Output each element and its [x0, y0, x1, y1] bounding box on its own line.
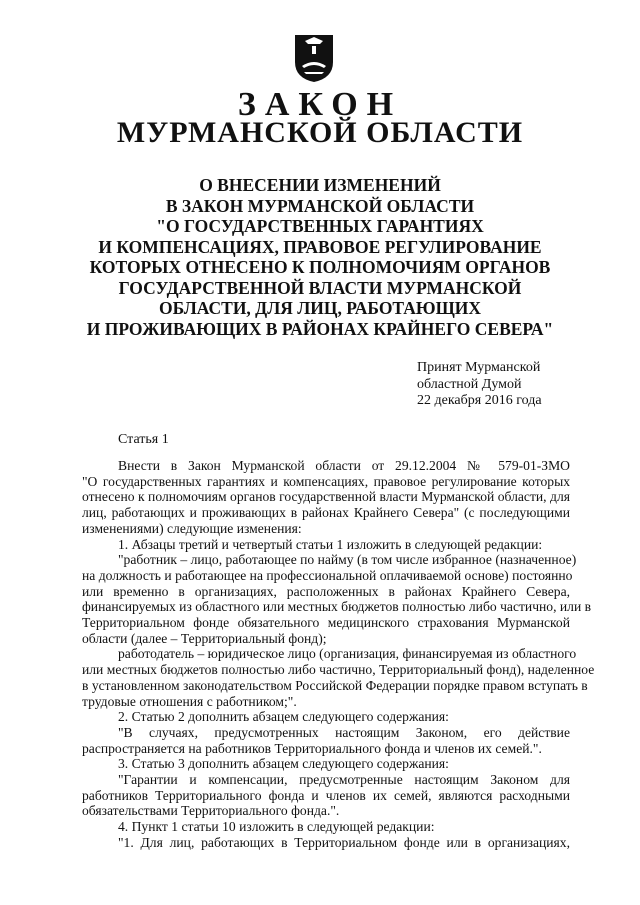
heading-line: И КОМПЕНСАЦИЯХ, ПРАВОВОЕ РЕГУЛИРОВАНИЕ — [98, 236, 542, 257]
body-line: 3. Статью 3 дополнить абзацем следующего содержания: — [118, 756, 449, 772]
body-line: работодатель – юридическое лицо (организация, финансируемая из областного — [118, 646, 577, 662]
body-line: финансируемых из областного или местных бюджетов полностью либо частично, или в — [82, 599, 592, 615]
adoption-note — [417, 360, 542, 410]
body-line: "В случаях, предусмотренных настоящим Законом, его действие — [118, 724, 570, 740]
law-title: ЗАКОН — [237, 86, 403, 123]
body-line: изменениями) следующие изменения: — [82, 520, 302, 536]
coat-of-arms-icon — [292, 32, 336, 84]
body-line: лиц, работающих и проживающих в районах Крайнего Севера" (с последующими — [82, 505, 570, 521]
heading-line: КОТОРЫХ ОТНЕСЕНО К ПОЛНОМОЧИЯМ ОРГАНОВ — [89, 257, 551, 277]
adoption-line: 22 декабря 2016 года — [417, 393, 542, 408]
body-line: в установленном законодательством Российской Федерации порядке правом вступать в — [82, 677, 588, 693]
body-line: "1. Для лиц, работающих в Территориальном фонде или в организациях, — [118, 834, 570, 850]
region-title: МУРМАНСКОЙ ОБЛАСТИ — [116, 116, 524, 149]
body-line: распространяется на работников Территориального фонда и членов их семей.". — [82, 740, 542, 756]
body-line: 1. Абзацы третий и четвертый статьи 1 изложить в следующей редакции: — [118, 536, 543, 552]
heading-line: ОБЛАСТИ, ДЛЯ ЛИЦ, РАБОТАЮЩИХ — [158, 298, 482, 318]
body-line: "О государственных гарантиях и компенсациях, правовое регулирование которых — [82, 473, 570, 489]
body-line: на должность и работающее на профессиональной оплачиваемой основе) постоянно — [82, 567, 573, 583]
body-line: отнесено к полномочиям органов государственной власти Мурманской области, для — [82, 489, 570, 505]
body-line: области (далее – Территориальный фонд); — [82, 630, 327, 646]
body-line: работников Территориального фонда и членов их семей, являются расходными — [82, 787, 570, 803]
adoption-line: Принят Мурманской — [417, 360, 541, 375]
law-heading — [60, 175, 580, 339]
heading-line: "О ГОСУДАРСТВЕННЫХ ГАРАНТИЯХ — [156, 216, 484, 236]
body-line: "работник – лицо, работающее по найму (в том числе избранное (назначенное) — [118, 552, 577, 568]
body-line: 4. Пункт 1 статьи 10 изложить в следующей редакции: — [118, 819, 435, 835]
adoption-line: областной Думой — [417, 376, 522, 392]
body-line: Территориальном фонде обязательного медицинского страхования Мурманской — [82, 615, 570, 631]
heading-line: В ЗАКОН МУРМАНСКОЙ ОБЛАСТИ — [165, 195, 475, 216]
body-line: или местных бюджетов полностью либо частично, Территориальный фонд), наделенное — [82, 662, 595, 678]
body-line: "Гарантии и компенсации, предусмотренные настоящим Законом для — [118, 772, 570, 788]
body-line: или временно в организациях, расположенных в районах Крайнего Севера, — [82, 583, 570, 599]
body-line: 2. Статью 2 дополнить абзацем следующего содержания: — [118, 709, 449, 725]
heading-line: И ПРОЖИВАЮЩИХ В РАЙОНАХ КРАЙНЕГО СЕВЕРА" — [86, 318, 554, 339]
article-label: Статья 1 — [118, 432, 169, 447]
body-line: трудовые отношения с работником;". — [82, 693, 297, 709]
heading-line: ГОСУДАРСТВЕННОЙ ВЛАСТИ МУРМАНСКОЙ — [118, 277, 522, 298]
body-line: обязательствами Территориального фонда.". — [82, 803, 340, 819]
article-body — [82, 458, 595, 851]
heading-line: О ВНЕСЕНИИ ИЗМЕНЕНИЙ — [199, 175, 441, 195]
body-line: Внести в Закон Мурманской области от 29.12.2004 № 579-01-ЗМО — [118, 458, 570, 473]
